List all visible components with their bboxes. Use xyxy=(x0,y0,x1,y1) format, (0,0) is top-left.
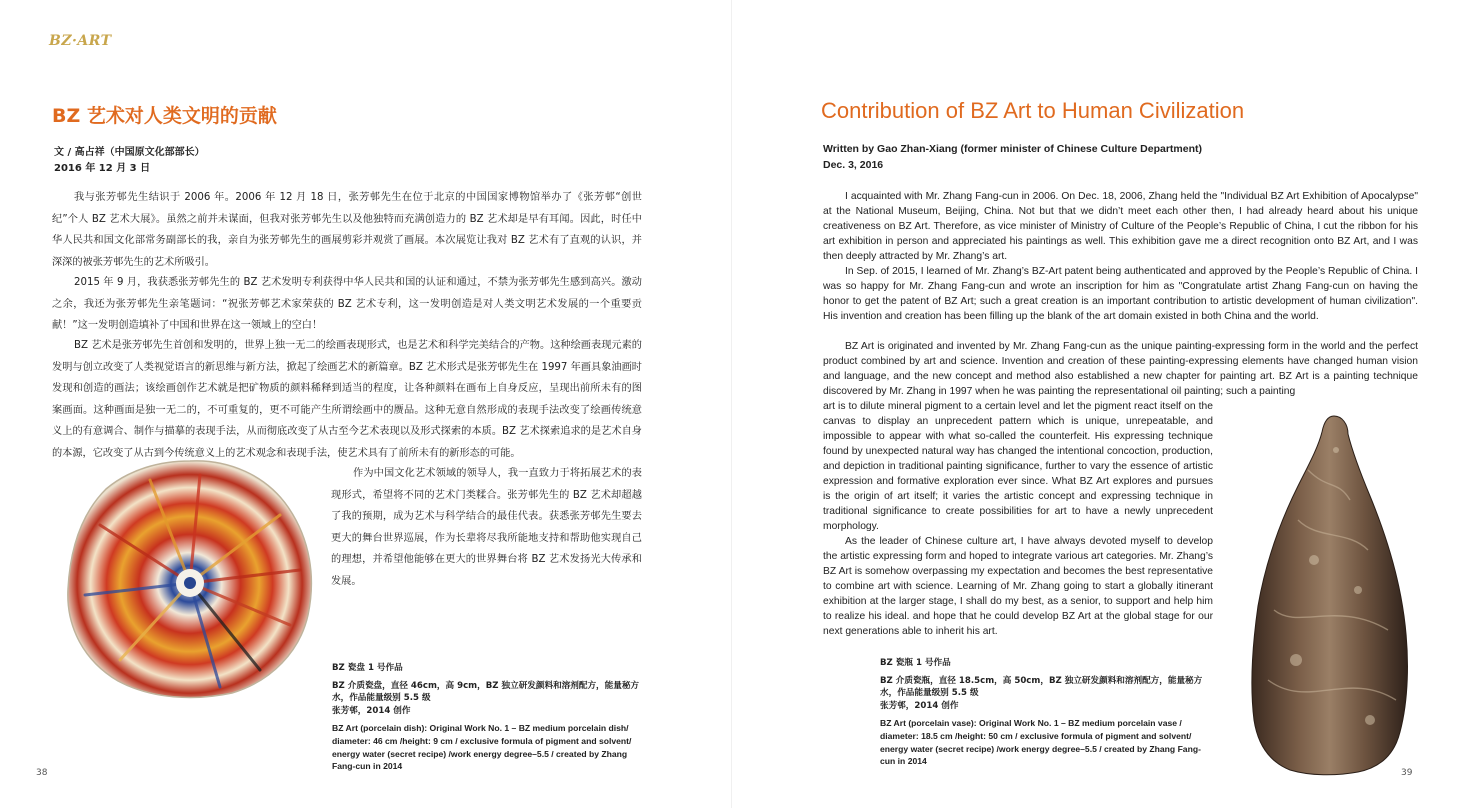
en-paragraph-3-cont: art is to dilute mineral pigment to a certain level and let the pigment react itself on the canvas to display an unprecedent pattern which is unique, unrepeatable, and impossible to appear with what so-called the counterfeit. His expressing technique found by unexpected natural way has changed the intentional concoction, production, and depiction in traditional painting significance, further to vary the essence of artistic expression and formative exploration ever since. What BZ Art explores and pursues is the origin of art itself; it varies the artistic concept and expressing technique in traditional significance to create possibilities for art to have a newly unprecedent morphology. xyxy=(823,401,1213,532)
bz-art-logo: BZ·ART xyxy=(49,33,112,49)
cn-paragraph-1: 我与张芳邨先生结识于 2006 年。2006 年 12 月 18 日，张芳邨先生在位于北京的中国国家博物馆举办了《张芳邨“创世纪”个人 BZ 艺术大展》。虽然之前并未谋面，但我对张芳邨先生以及他独特而充满创造力的 BZ 艺术却是早有耳闻。因此，时任中华人民共和国文化部常务副部长的我，亲自为张芳邨先生的画展剪彩并观赏了画展。本次展览让我对 BZ 艺术有了直观的认识，并深深的被张芳邨先生的艺术所吸引。 xyxy=(52,192,642,268)
vase-caption-desc-en: BZ Art (porcelain vase): Original Work No. 1 – BZ medium porcelain vase / diameter: 18.5 cm /height: 50 cm / exclusive formula of pigment and solvent/ energy water (secret recipe) /work energy degree–5.5 / created by Zhang Fang-cun in 2014 xyxy=(880,718,1201,767)
porcelain-vase-artwork xyxy=(1238,410,1423,780)
cn-paragraph-4: 作为中国文化艺术领域的领导人，我一直致力于将拓展艺术的表现形式，希望将不同的艺术门类糅合。张芳邨先生的 BZ 艺术却超越了我的预期，成为艺术与科学结合的最佳代表。获悉张芳邨先生要去更大的舞台世界巡展，作为长辈将尽我所能地支持和帮助他实现自己的理想，并希望他能够在更大的世界舞台将 BZ 艺术发扬光大传承和发展。 xyxy=(331,468,642,587)
dish-caption-desc-cn: BZ 介质瓷盘，直径 46cm，高 9cm，BZ 独立研发颜料和溶剂配方，能量秘方水，作品能量级别 5.5 级 xyxy=(332,680,640,704)
dish-caption-credit-cn: 张芳邨，2014 创作 xyxy=(332,705,411,716)
author-line-cn: 文 / 高占祥（中国原文化部部长） xyxy=(54,147,205,158)
en-paragraph-3: BZ Art is originated and invented by Mr. Zhang Fang-cun as the unique painting-expressing form in the world and the perfect product combined by art and science. Invention and creation of these painting-expressing elements have changed human vision and language, and the new concept and method also established a new chapter for painting art. BZ Art is a painting technique discovered by Mr. Zhang in 1997 when he was painting the representational oil painting; such a painting xyxy=(823,341,1418,397)
en-paragraph-1: I acquainted with Mr. Zhang Fang-cun in 2006. On Dec. 18, 2006, Zhang held the "Individual BZ Art Exhibition of Apocalypse" at the National Museum, Beijing, China. Not but that we didn’t meet each other then, I had already heard about his unique creativeness on BZ Art. Therefore, as vice minister of Ministry of Culture of the People’s Republic of China, I cut the ribbon for his art exhibition in person and appreciated his paintings as well. This exhibition gave me a direct recognition onto BZ Art, and I was then deeply attracted by Mr. Zhang’s art. xyxy=(823,191,1418,262)
page-title-cn: BZ 艺术对人类文明的贡献 xyxy=(52,105,277,127)
vase-caption-title-cn: BZ 瓷瓶 1 号作品 xyxy=(880,658,951,668)
cn-paragraph-3: BZ 艺术是张芳邨先生首创和发明的，世界上独一无二的绘画表现形式，也是艺术和科学完美结合的产物。这种绘画表现元素的发明与创立改变了人类视觉语言的新思维与新方法，掀起了绘画艺术的新篇章。BZ 艺术形式是张芳邨先生在 1997 年画具象油画时发现和创造的画法；该绘画创作艺术就是把矿物质的颜料稀释到适当的程度，让各种颜料在画布上自身反应，呈现出前所未有的图案画面。这种画面是独一无二的，不可重复的，更不可能产生所谓绘画中的赝品。这种无意自然形成的表现手法改变了绘画传统意义上的有意调合、制作与描摹的表现手法，从而彻底改变了从古至今艺术表现以及形式探索的本质。BZ 艺术探索追求的是艺术自身的本源，它改变了从古到今传统意义上的艺术观念和表现手法，使艺术具有了前所未有的新形态的可能。 xyxy=(52,340,642,459)
page-spine xyxy=(731,0,732,808)
cn-paragraph-2: 2015 年 9 月，我获悉张芳邨先生的 BZ 艺术发明专利获得中华人民共和国的认证和通过，不禁为张芳邨先生感到高兴。激动之余，我还为张芳邨先生亲笔题词：“祝张芳邨艺术家荣获的 BZ 艺术专利，这一发明创造是对人类文明艺术发展的一个重要贡献！”这一发明创造填补了中国和世界在这一领域上的空白！ xyxy=(52,277,642,332)
page-title-en: Contribution of BZ Art to Human Civilization xyxy=(821,98,1245,123)
vase-caption-desc-cn: BZ 介质瓷瓶，直径 18.5cm，高 50cm，BZ 独立研发颜料和溶剂配方，能量秘方水，作品能量级别 5.5 级 xyxy=(880,675,1203,699)
porcelain-dish-artwork xyxy=(60,455,320,700)
date-line-en: Dec. 3, 2016 xyxy=(823,159,884,171)
en-paragraph-4: As the leader of Chinese culture art, I have always devoted myself to develop the artistic expressing form and hoped to integrate various art categories. Mr. Zhang’s BZ Art is somehow overpassing my expectation and becomes the best representative to combine art with science. Learning of Mr. Zhang going to start a globally itinerant exhibition at the larger stage, I shall do my best, as a senior, to support and help him to realize his ideal. and hope that he could develop BZ Art at the global stage for our next generations able to inherit his art. xyxy=(823,536,1213,637)
dish-caption-title-cn: BZ 瓷盘 1 号作品 xyxy=(332,663,403,673)
dish-caption xyxy=(332,662,640,773)
vase-caption xyxy=(880,657,1215,768)
author-line-en: Written by Gao Zhan-Xiang (former minister of Chinese Culture Department) xyxy=(823,143,1203,155)
vase-caption-credit-cn: 张芳邨，2014 创作 xyxy=(880,700,959,711)
page-number-left: 38 xyxy=(36,768,48,778)
date-line-cn: 2016 年 12 月 3 日 xyxy=(54,163,151,174)
dish-caption-desc-en: BZ Art (porcelain dish): Original Work No. 1 – BZ medium porcelain dish/ diameter: 46 cm /height: 9 cm / exclusive formula of pigment and solvent/ energy water (secret recipe) /work energy degree–5.5 / created by Zhang Fang-cun in 2014 xyxy=(332,723,632,772)
en-paragraph-2: In Sep. of 2015, I learned of Mr. Zhang’s BZ-Art patent being authenticated and approved by the People’s Republic of China. I was so happy for Mr. Zhang Fang-cun and wrote an inscription for him as "Congratulate artist Zhang Fang-cun on having the honor to get the patent of BZ Art; such a great creation is an important contribution to artistic development of human civilization". His invention and creation has been filling up the blank of the art domain existed in both China and the world. xyxy=(823,266,1418,322)
page-number-right: 39 xyxy=(1401,768,1413,778)
